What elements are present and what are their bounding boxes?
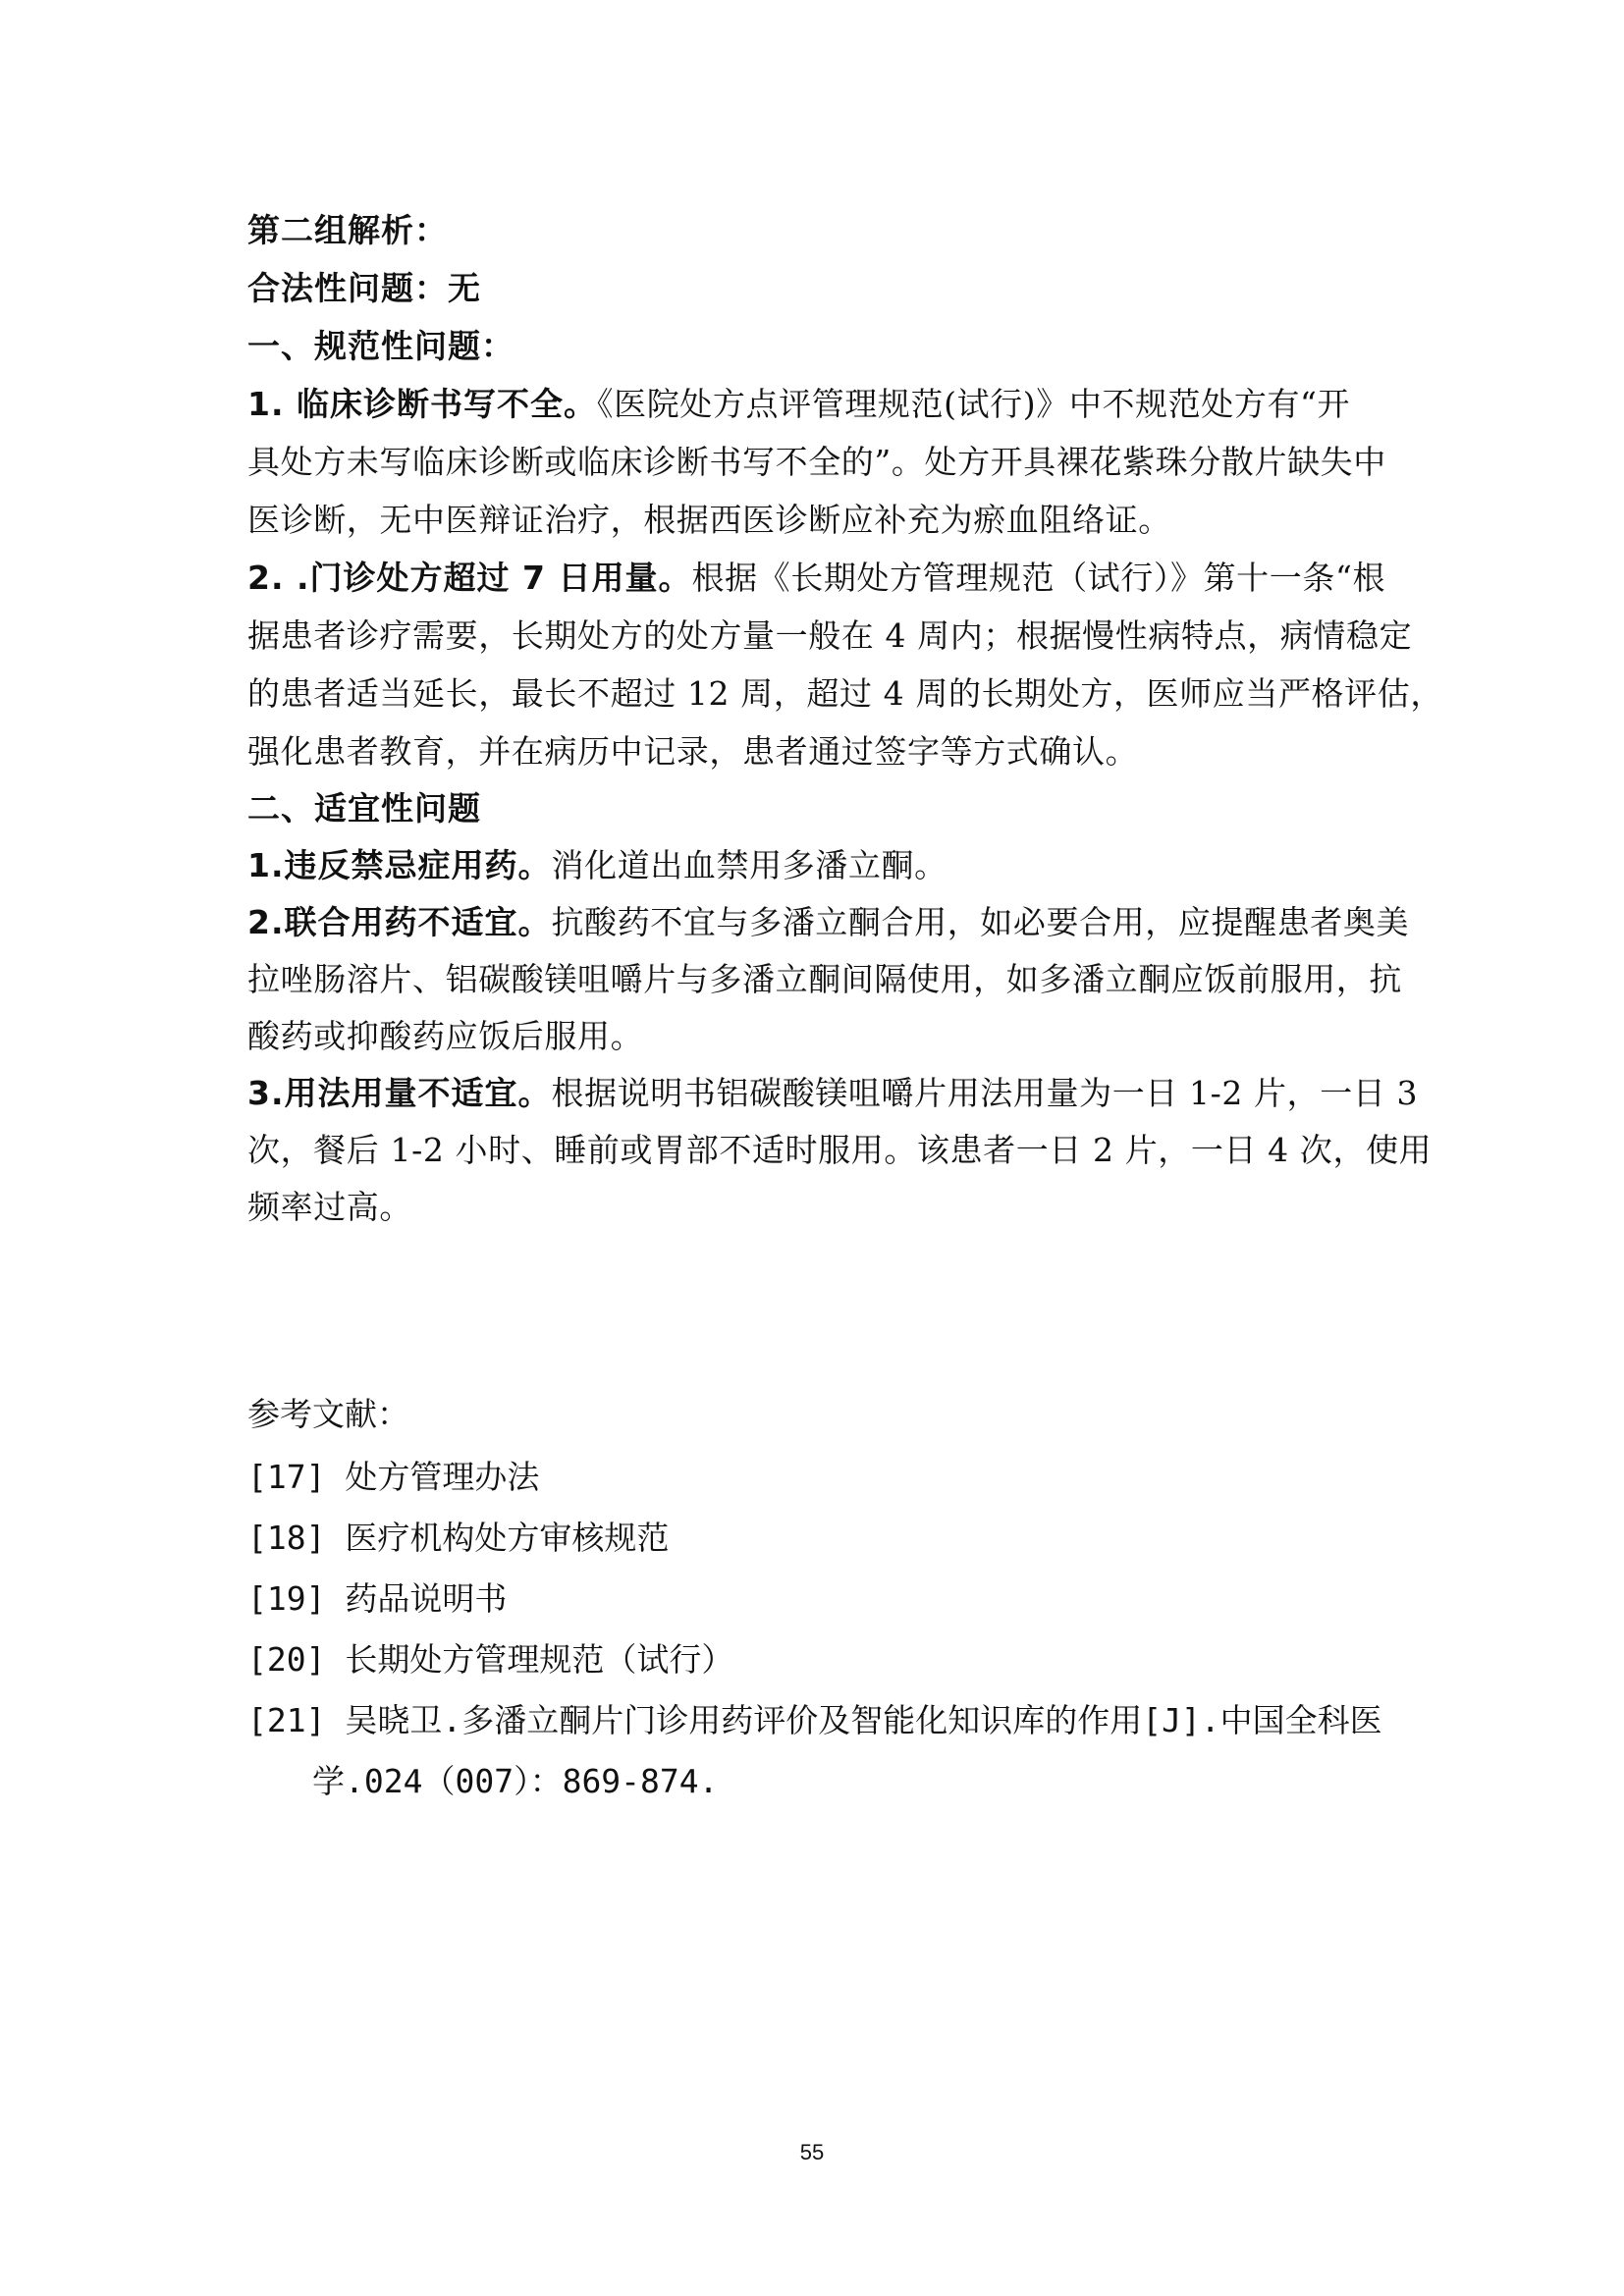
- analysis-heading: 第二组解析：: [247, 211, 448, 249]
- item5-line1: [247, 1065, 1419, 1122]
- item1-label: 1. 临床诊断书写不全。: [247, 385, 597, 423]
- item5-label: 3.用法用量不适宜。: [247, 1074, 552, 1112]
- page-number: 55: [799, 2140, 825, 2164]
- item5-line3: 频率过高。: [247, 1188, 412, 1226]
- item2-label: 2. .门诊处方超过 7 日用量。: [247, 559, 692, 597]
- item3-text1: 消化道出血禁用多潘立酮。: [551, 846, 947, 884]
- item4-line2: 拉唑肠溶片、铝碳酸镁咀嚼片与多潘立酮间隔使用，如多潘立酮应饭前服用，抗: [247, 960, 1402, 998]
- item4-line1: [247, 894, 1410, 951]
- item3-label: 1.违反禁忌症用药。: [247, 846, 552, 884]
- item1-line3: 医诊断，无中医辩证治疗，根据西医诊断应补充为瘀血阻络证。: [247, 501, 1171, 539]
- item4-line3: 酸药或抑酸药应饭后服用。: [247, 1017, 644, 1055]
- analysis-section: [247, 201, 1443, 1236]
- section1-title: 一、规范性问题：: [247, 327, 514, 365]
- item3-line1: [247, 837, 1386, 894]
- reference-item-continuation: 学.024（007）：869-874.: [312, 1762, 719, 1800]
- reference-item: [21] 吴晓卫.多潘立酮片门诊用药评价及智能化知识库的作用[J].中国全科医: [247, 1701, 1382, 1739]
- item2-line2: 据患者诊疗需要，长期处方的处方量一般在 4 周内；根据慢性病特点，病情稳定: [247, 616, 1413, 655]
- item1-text1: 《医院处方点评管理规范(试行)》中不规范处方有“开: [597, 385, 1351, 423]
- item2-line1: [247, 549, 1386, 607]
- item5-text1: 根据说明书铝碳酸镁咀嚼片用法用量为一日 1-2 片，一日 3: [551, 1074, 1419, 1112]
- item2-line4: 强化患者教育，并在病历中记录，患者通过签字等方式确认。: [247, 732, 1139, 771]
- item2-text1: 根据《长期处方管理规范（试行）》第十一条“根: [691, 559, 1386, 597]
- references-section: [247, 1384, 1406, 1812]
- reference-item: [17] 处方管理办法: [247, 1458, 540, 1496]
- reference-item: [19] 药品说明书: [247, 1579, 508, 1618]
- item1-line2: 具处方未写临床诊断或临床诊断书写不全的”。处方开具裸花紫珠分散片缺失中: [247, 443, 1386, 481]
- references-title: 参考文献：: [247, 1395, 409, 1433]
- item4-text1: 抗酸药不宜与多潘立酮合用，如必要合用，应提醒患者奥美: [551, 903, 1410, 941]
- legality-line: 合法性问题：无: [247, 269, 481, 307]
- item5-line2: 次，餐后 1-2 小时、睡前或胃部不适时服用。该患者一日 2 片，一日 4 次，使用: [247, 1131, 1433, 1169]
- item4-label: 2.联合用药不适宜。: [247, 903, 552, 941]
- section2-title: 二、适宜性问题: [247, 789, 481, 828]
- item2-line3: 的患者适当延长，最长不超过 12 周，超过 4 周的长期处方，医师应当严格评估，: [247, 674, 1443, 713]
- reference-item: [18] 医疗机构处方审核规范: [247, 1519, 670, 1557]
- reference-item: [20] 长期处方管理规范（试行）: [247, 1640, 734, 1679]
- item1-line1: [247, 375, 1386, 433]
